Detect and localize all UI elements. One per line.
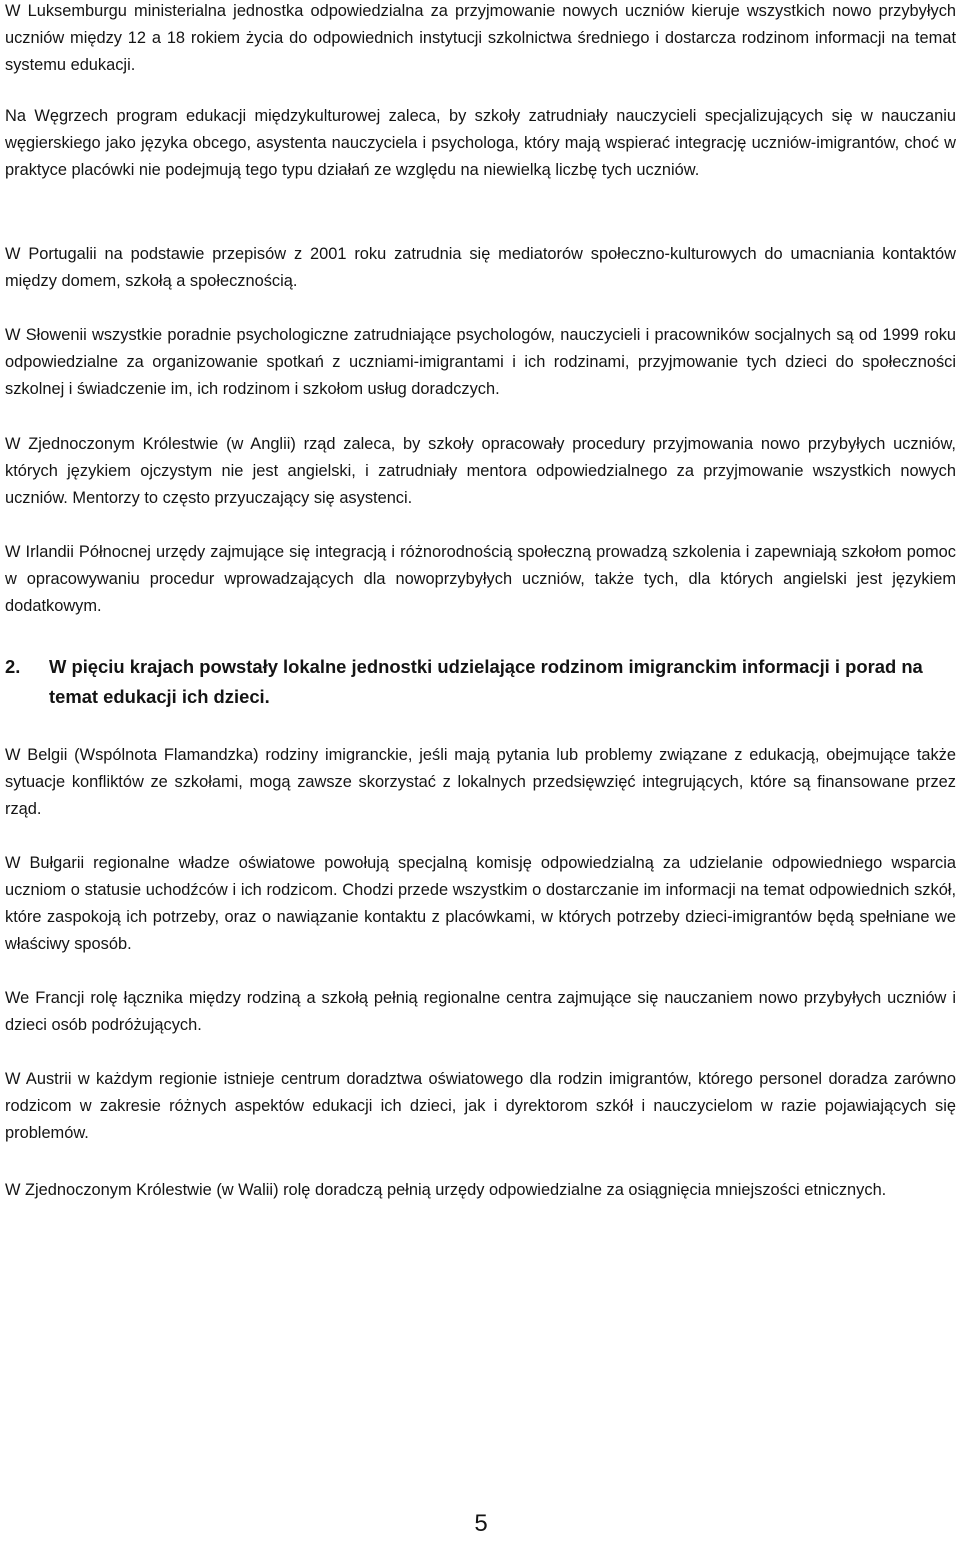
paragraph-wales: W Zjednoczonym Królestwie (w Walii) rolę doradczą pełnią urzędy odpowiedzialne za osiągnięcia mniejszości etnicznych. [5,1181,887,1199]
page-number: 5 [474,1510,488,1537]
paragraph-bulgaria: W Bułgarii regionalne władze oświatowe powołują specjalną komisję odpowiedzialną za udzielanie odpowiedniego wsparcia uczniom o statusie uchodźców i ich rodzicom. Chodzi przede wszystkim o dostarczanie im informacji na temat odpowiednich szkół, które zaspokoją ich potrzeby, oraz o nawiązanie kontaktu z placówkami, w których potrzeby dzieci-imigrantów będą spełniane we właściwy sposób. [5,854,956,953]
paragraph-belgium: W Belgii (Wspólnota Flamandzka) rodziny imigranckie, jeśli mają pytania lub problemy związane z edukacją, obejmujące także sytuacje konfliktów ze szkołami, mogą zawsze skorzystać z lokalnych przedsięwzięć integrujących, które są finansowane przez rząd. [5,746,956,818]
paragraph-austria: W Austrii w każdym regionie istnieje centrum doradztwa oświatowego dla rodzin imigrantów, którego personel doradza zarówno rodzicom w zakresie różnych aspektów edukacji ich dzieci, jak i dyrektorom szkół i nauczycielom w razie pojawiających się problemów. [5,1070,956,1142]
paragraph-hungary: Na Węgrzech program edukacji międzykulturowej zaleca, by szkoły zatrudniały nauczycieli specjalizujących się w nauczaniu węgierskiego jako języka obcego, asystenta nauczyciela i psychologa, który mają wspierać integrację uczniów-imigrantów, choć w praktyce placówki nie podejmują tego typu działań ze względu na niewielką liczbę tych uczniów. [5,107,956,179]
paragraph-france: We Francji rolę łącznika między rodziną a szkołą pełnią regionalne centra zajmujące się nauczaniem nowo przybyłych uczniów i dzieci osób podróżujących. [5,989,956,1034]
paragraph-luxembourg: W Luksemburgu ministerialna jednostka odpowiedzialna za przyjmowanie nowych uczniów kieruje wszystkich nowo przybyłych uczniów między 12 a 18 rokiem życia do odpowiednich instytucji szkolnictwa średniego i dostarcza rodzinom informacji na temat systemu edukacji. [5,2,956,74]
paragraph-slovenia: W Słowenii wszystkie poradnie psychologiczne zatrudniające psychologów, nauczycieli i pracowników socjalnych są od 1999 roku odpowiedzialne za organizowanie spotkań z uczniami-imigrantami i ich rodzinami, przyjmowanie tych dzieci do społeczności szkolnej i świadczenie im, ich rodzinom i szkołom usług doradczych. [5,326,956,398]
section-number: 2. [5,656,21,677]
section-heading [5,652,956,712]
paragraph-portugal: W Portugalii na podstawie przepisów z 2001 roku zatrudnia się mediatorów społeczno-kulturowych do umacniania kontaktów między domem, szkołą a społecznością. [5,245,956,290]
paragraph-northern-ireland: W Irlandii Północnej urzędy zajmujące się integracją i różnorodnością społeczną prowadzą szkolenia i zapewniają szkołom pomoc w opracowywaniu procedur wprowadzających dla nowoprzybyłych uczniów, także tych, dla których angielski jest językiem dodatkowym. [5,543,956,615]
section-title: W pięciu krajach powstały lokalne jednostki udzielające rodzinom imigranckim informacji i porad na temat edukacji ich dzieci. [49,656,923,707]
paragraph-england: W Zjednoczonym Królestwie (w Anglii) rząd zaleca, by szkoły opracowały procedury przyjmowania nowo przybyłych uczniów, których językiem ojczystym nie jest angielski, i zatrudniały mentora odpowiedzialnego za przyjmowanie wszystkich nowych uczniów. Mentorzy to często przyuczający się asystenci. [5,435,956,507]
